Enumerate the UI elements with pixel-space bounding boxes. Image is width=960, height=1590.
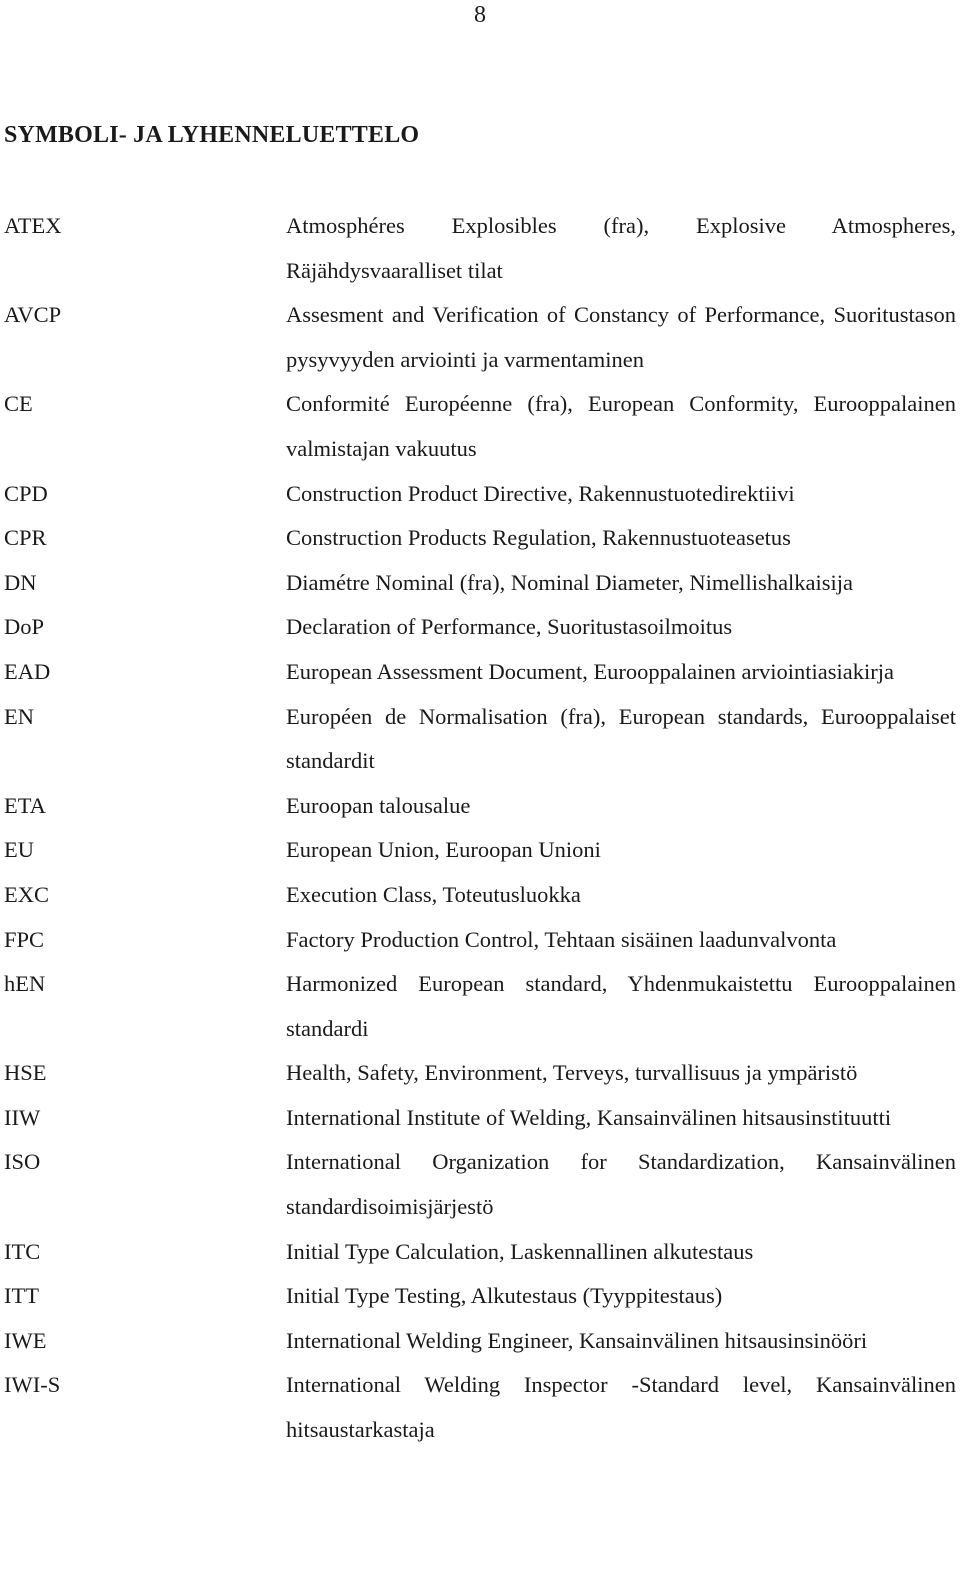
abbreviation-definition: Initial Type Calculation, Laskennallinen alkutestaus — [286, 1238, 754, 1264]
abbreviation-term: IWI-S — [4, 1372, 61, 1398]
list-item — [4, 918, 956, 963]
abbreviation-definition: Declaration of Performance, Suoritustasoilmoitus — [286, 614, 733, 640]
list-item — [4, 516, 956, 561]
list-item — [4, 1363, 956, 1452]
abbreviation-term: EN — [4, 703, 34, 729]
abbreviation-definition: Initial Type Testing, Alkutestaus (Tyyppitestaus) — [286, 1283, 723, 1309]
abbreviation-term: EAD — [4, 658, 51, 684]
abbreviation-definition: Européen de Normalisation (fra), European standards, Eurooppalaiset standardit — [286, 703, 956, 774]
abbreviation-definition: Diamétre Nominal (fra), Nominal Diameter, Nimellishalkaisija — [286, 569, 854, 595]
list-item — [4, 605, 956, 650]
list-item — [4, 1140, 956, 1229]
list-item — [4, 650, 956, 695]
list-item — [4, 1274, 956, 1319]
abbreviation-term: DN — [4, 569, 37, 595]
abbreviation-term: FPC — [4, 926, 45, 952]
abbreviation-term: IIW — [4, 1104, 41, 1130]
list-item — [4, 382, 956, 471]
list-item — [4, 784, 956, 829]
abbreviation-term: DoP — [4, 614, 45, 640]
list-item — [4, 204, 956, 293]
abbreviation-term: ETA — [4, 792, 46, 818]
abbreviation-list — [4, 204, 956, 1453]
abbreviation-definition: Atmosphéres Explosibles (fra), Explosive Atmospheres, Räjähdysvaaralliset tilat — [286, 213, 956, 283]
abbreviation-definition: International Organization for Standardization, Kansainvälinen standardisoimisjärjestö — [286, 1149, 956, 1220]
abbreviation-definition: International Welding Inspector -Standard level, Kansainvälinen hitsaustarkastaja — [286, 1372, 956, 1443]
abbreviation-definition: Euroopan talousalue — [286, 792, 471, 818]
list-item — [4, 472, 956, 517]
abbreviation-term: EU — [4, 837, 34, 863]
abbreviation-definition: Harmonized European standard, Yhdenmukaistettu Eurooppalainen standardi — [286, 971, 956, 1041]
list-item — [4, 561, 956, 606]
abbreviation-term: ITT — [4, 1283, 39, 1309]
abbreviation-term: IWE — [4, 1327, 47, 1353]
abbreviation-term: AVCP — [4, 302, 62, 328]
abbreviation-term: EXC — [4, 881, 49, 907]
abbreviation-definition: Execution Class, Toteutusluokka — [286, 881, 581, 907]
abbreviation-term: CPD — [4, 480, 48, 506]
abbreviation-term: ISO — [4, 1149, 41, 1175]
list-item — [4, 293, 956, 382]
abbreviation-term: CPR — [4, 525, 47, 551]
abbreviation-definition: Construction Product Directive, Rakennustuotedirektiivi — [286, 480, 795, 506]
abbreviation-term: ITC — [4, 1238, 41, 1264]
list-item — [4, 1051, 956, 1096]
abbreviation-definition: Construction Products Regulation, Rakennustuoteasetus — [286, 525, 791, 551]
list-item — [4, 1230, 956, 1275]
abbreviation-definition: Factory Production Control, Tehtaan sisäinen laadunvalvonta — [286, 926, 837, 952]
abbreviation-term: CE — [4, 391, 33, 417]
abbreviation-definition: Health, Safety, Environment, Terveys, turvallisuus ja ympäristö — [286, 1060, 858, 1086]
page-number: 8 — [474, 2, 486, 28]
abbreviation-term: hEN — [4, 971, 46, 997]
abbreviation-term: HSE — [4, 1060, 47, 1086]
list-item — [4, 695, 956, 784]
abbreviation-definition: International Welding Engineer, Kansainvälinen hitsausinsinööri — [286, 1327, 868, 1353]
abbreviation-term: ATEX — [4, 213, 62, 238]
list-item — [4, 873, 956, 918]
abbreviation-definition: Conformité Européenne (fra), European Conformity, Eurooppalainen valmistajan vakuutus — [286, 391, 956, 461]
abbreviation-definition: European Assessment Document, Eurooppalainen arviointiasiakirja — [286, 658, 894, 684]
list-item — [4, 828, 956, 873]
abbreviation-definition: International Institute of Welding, Kansainvälinen hitsausinstituutti — [286, 1104, 892, 1130]
list-item — [4, 1319, 956, 1364]
list-item — [4, 962, 956, 1051]
page-title: SYMBOLI- JA LYHENNELUETTELO — [4, 122, 420, 148]
list-item — [4, 1096, 956, 1141]
abbreviation-definition: European Union, Euroopan Unioni — [286, 837, 601, 863]
abbreviation-definition: Assesment and Verification of Constancy of Performance, Suoritustason pysyvyyden arviointi ja varmentaminen — [286, 302, 956, 372]
